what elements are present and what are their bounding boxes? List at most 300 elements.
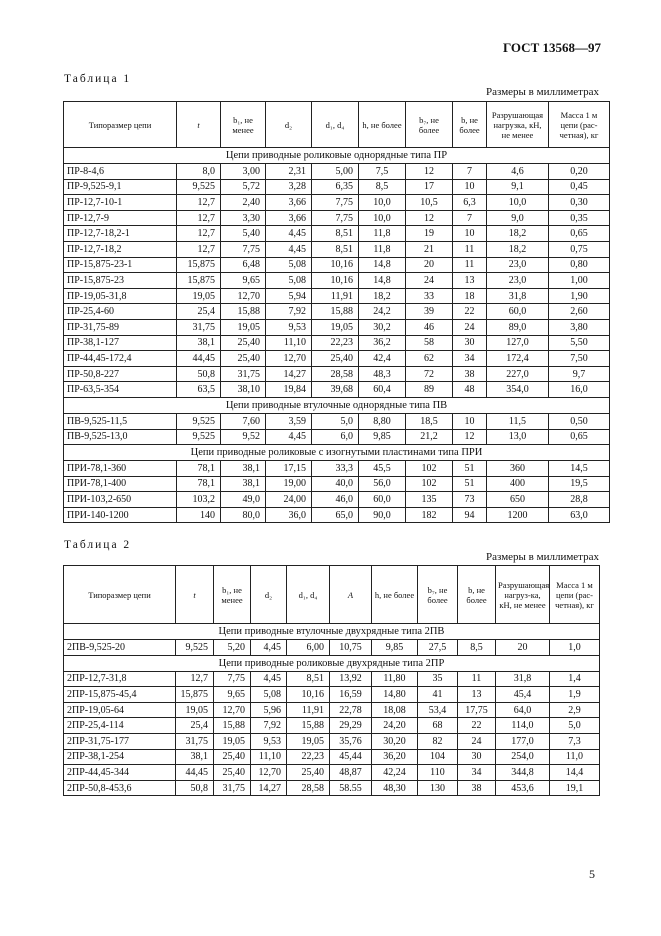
value-cell: 0,65 bbox=[549, 429, 610, 445]
value-cell: 35 bbox=[418, 671, 458, 687]
value-cell: 42,4 bbox=[359, 351, 406, 367]
chain-size-cell: ПРИ-103,2-650 bbox=[64, 492, 177, 508]
value-cell: 110 bbox=[418, 765, 458, 781]
value-cell: 18,5 bbox=[406, 413, 453, 429]
value-cell: 1,90 bbox=[549, 288, 610, 304]
table2-body bbox=[64, 624, 600, 796]
value-cell: 3,66 bbox=[266, 195, 312, 211]
chain-size-cell: ПВ-9,525-11,5 bbox=[64, 413, 177, 429]
value-cell: 453,6 bbox=[496, 780, 550, 796]
chain-size-cell: ПР-44,45-172,4 bbox=[64, 351, 177, 367]
value-cell: 18,2 bbox=[359, 288, 406, 304]
value-cell: 8,51 bbox=[312, 241, 359, 257]
value-cell: 5,08 bbox=[266, 257, 312, 273]
value-cell: 51 bbox=[453, 461, 487, 477]
value-cell: 48,30 bbox=[372, 780, 418, 796]
table-row bbox=[64, 179, 610, 195]
value-cell: 8,51 bbox=[287, 671, 330, 687]
value-cell: 31,8 bbox=[496, 671, 550, 687]
value-cell: 50,8 bbox=[177, 366, 221, 382]
value-cell: 78,1 bbox=[177, 476, 221, 492]
value-cell: 38,1 bbox=[176, 749, 214, 765]
value-cell: 6,3 bbox=[453, 195, 487, 211]
value-cell: 12,70 bbox=[214, 702, 251, 718]
value-cell: 41 bbox=[418, 687, 458, 703]
table-row bbox=[64, 640, 600, 656]
section-title-row bbox=[64, 445, 610, 461]
table1-header-row bbox=[64, 102, 610, 148]
value-cell: 227,0 bbox=[487, 366, 549, 382]
value-cell: 10,16 bbox=[312, 273, 359, 289]
value-cell: 33 bbox=[406, 288, 453, 304]
value-cell: 22,23 bbox=[312, 335, 359, 351]
chain-size-cell: ПВ-9,525-13,0 bbox=[64, 429, 177, 445]
column-header: h, не более bbox=[372, 566, 418, 624]
table-row bbox=[64, 195, 610, 211]
value-cell: 44,45 bbox=[177, 351, 221, 367]
value-cell: 24 bbox=[453, 319, 487, 335]
value-cell: 5,00 bbox=[312, 164, 359, 180]
value-cell: 36,2 bbox=[359, 335, 406, 351]
table-row bbox=[64, 507, 610, 523]
value-cell: 5,0 bbox=[312, 413, 359, 429]
value-cell: 127,0 bbox=[487, 335, 549, 351]
value-cell: 7,75 bbox=[221, 241, 266, 257]
value-cell: 53,4 bbox=[418, 702, 458, 718]
value-cell: 63,0 bbox=[549, 507, 610, 523]
value-cell: 62 bbox=[406, 351, 453, 367]
value-cell: 31,75 bbox=[177, 319, 221, 335]
section-title-row bbox=[64, 655, 600, 671]
value-cell: 19,5 bbox=[549, 476, 610, 492]
value-cell: 48 bbox=[453, 382, 487, 398]
value-cell: 20 bbox=[406, 257, 453, 273]
value-cell: 13,0 bbox=[487, 429, 549, 445]
value-cell: 102 bbox=[406, 461, 453, 477]
value-cell: 23,0 bbox=[487, 257, 549, 273]
value-cell: 31,75 bbox=[214, 780, 251, 796]
chain-size-cell: ПР-12,7-18,2 bbox=[64, 241, 177, 257]
value-cell: 25,4 bbox=[176, 718, 214, 734]
value-cell: 172,4 bbox=[487, 351, 549, 367]
chain-size-cell: ПР-50,8-227 bbox=[64, 366, 177, 382]
value-cell: 5,50 bbox=[549, 335, 610, 351]
value-cell: 2,40 bbox=[221, 195, 266, 211]
value-cell: 19,05 bbox=[287, 733, 330, 749]
table-row bbox=[64, 492, 610, 508]
value-cell: 58.55 bbox=[330, 780, 372, 796]
column-header: Масса 1 м цепи (рас-четная), кг bbox=[550, 566, 600, 624]
section-title-row bbox=[64, 148, 610, 164]
value-cell: 28,8 bbox=[549, 492, 610, 508]
value-cell: 4,45 bbox=[251, 640, 287, 656]
value-cell: 4,45 bbox=[266, 241, 312, 257]
value-cell: 0,80 bbox=[549, 257, 610, 273]
value-cell: 21,2 bbox=[406, 429, 453, 445]
value-cell: 9,65 bbox=[214, 687, 251, 703]
value-cell: 13 bbox=[453, 273, 487, 289]
value-cell: 10 bbox=[453, 226, 487, 242]
value-cell: 15,875 bbox=[177, 273, 221, 289]
value-cell: 64,0 bbox=[496, 702, 550, 718]
gost-header: ГОСТ 13568—97 bbox=[502, 40, 601, 55]
value-cell: 78,1 bbox=[177, 461, 221, 477]
value-cell: 11,91 bbox=[312, 288, 359, 304]
value-cell: 38,10 bbox=[221, 382, 266, 398]
value-cell: 114,0 bbox=[496, 718, 550, 734]
value-cell: 17 bbox=[406, 179, 453, 195]
value-cell: 135 bbox=[406, 492, 453, 508]
table2-caption: Таблица 2 bbox=[64, 539, 132, 551]
value-cell: 73 bbox=[453, 492, 487, 508]
table-row bbox=[64, 351, 610, 367]
value-cell: 5,0 bbox=[550, 718, 600, 734]
value-cell: 28,58 bbox=[312, 366, 359, 382]
value-cell: 6,48 bbox=[221, 257, 266, 273]
value-cell: 11,0 bbox=[550, 749, 600, 765]
value-cell: 25,40 bbox=[214, 749, 251, 765]
value-cell: 14,27 bbox=[266, 366, 312, 382]
chain-size-cell: 2ПР-19,05-64 bbox=[64, 702, 176, 718]
value-cell: 20 bbox=[496, 640, 550, 656]
value-cell: 22 bbox=[453, 304, 487, 320]
value-cell: 7,92 bbox=[266, 304, 312, 320]
table-row bbox=[64, 733, 600, 749]
value-cell: 30 bbox=[453, 335, 487, 351]
value-cell: 14,4 bbox=[550, 765, 600, 781]
value-cell: 12,7 bbox=[176, 671, 214, 687]
value-cell: 45,5 bbox=[359, 461, 406, 477]
value-cell: 42,24 bbox=[372, 765, 418, 781]
value-cell: 11,10 bbox=[251, 749, 287, 765]
table-row bbox=[64, 226, 610, 242]
table-row bbox=[64, 366, 610, 382]
column-header: Разрушающая нагрузка, кН, не менее bbox=[487, 102, 549, 148]
value-cell: 9,85 bbox=[372, 640, 418, 656]
section-title: Цепи приводные втулочные двухрядные типа 2ПВ bbox=[64, 624, 600, 640]
value-cell: 3,00 bbox=[221, 164, 266, 180]
chain-size-cell: 2ПР-15,875-45,4 bbox=[64, 687, 176, 703]
value-cell: 60,0 bbox=[359, 492, 406, 508]
table-row bbox=[64, 765, 600, 781]
value-cell: 9,53 bbox=[251, 733, 287, 749]
value-cell: 17,15 bbox=[266, 461, 312, 477]
value-cell: 21 bbox=[406, 241, 453, 257]
table1-body bbox=[64, 148, 610, 523]
chain-size-cell: 2ПР-12,7-31,8 bbox=[64, 671, 176, 687]
value-cell: 5,94 bbox=[266, 288, 312, 304]
column-header: h, не более bbox=[359, 102, 406, 148]
value-cell: 48,3 bbox=[359, 366, 406, 382]
value-cell: 19,05 bbox=[176, 702, 214, 718]
value-cell: 15,875 bbox=[177, 257, 221, 273]
value-cell: 48,87 bbox=[330, 765, 372, 781]
table-row bbox=[64, 382, 610, 398]
value-cell: 51 bbox=[453, 476, 487, 492]
chain-size-cell: 2ПР-44,45-344 bbox=[64, 765, 176, 781]
value-cell: 11,91 bbox=[287, 702, 330, 718]
table-row bbox=[64, 319, 610, 335]
value-cell: 28,58 bbox=[287, 780, 330, 796]
value-cell: 12,70 bbox=[251, 765, 287, 781]
table-row bbox=[64, 671, 600, 687]
table-row bbox=[64, 288, 610, 304]
value-cell: 11 bbox=[453, 241, 487, 257]
value-cell: 19,05 bbox=[214, 733, 251, 749]
value-cell: 182 bbox=[406, 507, 453, 523]
value-cell: 4,45 bbox=[266, 429, 312, 445]
value-cell: 25,4 bbox=[177, 304, 221, 320]
value-cell: 89,0 bbox=[487, 319, 549, 335]
value-cell: 56,0 bbox=[359, 476, 406, 492]
column-header: b₁, не менее bbox=[214, 566, 251, 624]
table-row bbox=[64, 749, 600, 765]
value-cell: 18,2 bbox=[487, 226, 549, 242]
value-cell: 12,7 bbox=[177, 210, 221, 226]
value-cell: 0,50 bbox=[549, 413, 610, 429]
table-row bbox=[64, 413, 610, 429]
value-cell: 5,08 bbox=[251, 687, 287, 703]
value-cell: 10,16 bbox=[312, 257, 359, 273]
value-cell: 8,80 bbox=[359, 413, 406, 429]
value-cell: 0,45 bbox=[549, 179, 610, 195]
value-cell: 33,3 bbox=[312, 461, 359, 477]
value-cell: 13,92 bbox=[330, 671, 372, 687]
value-cell: 7 bbox=[453, 164, 487, 180]
value-cell: 8,5 bbox=[359, 179, 406, 195]
value-cell: 344,8 bbox=[496, 765, 550, 781]
value-cell: 49,0 bbox=[221, 492, 266, 508]
value-cell: 10 bbox=[453, 413, 487, 429]
chain-size-cell: 2ПВ-9,525-20 bbox=[64, 640, 176, 656]
value-cell: 10,0 bbox=[487, 195, 549, 211]
value-cell: 10 bbox=[453, 179, 487, 195]
value-cell: 29,29 bbox=[330, 718, 372, 734]
value-cell: 11,5 bbox=[487, 413, 549, 429]
value-cell: 25,40 bbox=[214, 765, 251, 781]
value-cell: 46 bbox=[406, 319, 453, 335]
value-cell: 15,88 bbox=[287, 718, 330, 734]
value-cell: 25,40 bbox=[287, 765, 330, 781]
value-cell: 15,88 bbox=[214, 718, 251, 734]
value-cell: 22,23 bbox=[287, 749, 330, 765]
chain-size-cell: 2ПР-38,1-254 bbox=[64, 749, 176, 765]
section-title: Цепи приводные роликовые однорядные типа ПР bbox=[64, 148, 610, 164]
value-cell: 12,7 bbox=[177, 195, 221, 211]
table2-header-row bbox=[64, 566, 600, 624]
section-title: Цепи приводные втулочные однорядные типа ПВ bbox=[64, 397, 610, 413]
value-cell: 6,00 bbox=[287, 640, 330, 656]
value-cell: 14,8 bbox=[359, 273, 406, 289]
value-cell: 34 bbox=[458, 765, 496, 781]
value-cell: 12,70 bbox=[221, 288, 266, 304]
column-header: d₂ bbox=[251, 566, 287, 624]
value-cell: 94 bbox=[453, 507, 487, 523]
value-cell: 14,5 bbox=[549, 461, 610, 477]
value-cell: 39 bbox=[406, 304, 453, 320]
value-cell: 38 bbox=[458, 780, 496, 796]
value-cell: 7,50 bbox=[549, 351, 610, 367]
chain-size-cell: ПР-15,875-23 bbox=[64, 273, 177, 289]
value-cell: 9,7 bbox=[549, 366, 610, 382]
value-cell: 63,5 bbox=[177, 382, 221, 398]
value-cell: 10,16 bbox=[287, 687, 330, 703]
table1 bbox=[63, 101, 610, 523]
value-cell: 60,4 bbox=[359, 382, 406, 398]
value-cell: 13 bbox=[458, 687, 496, 703]
value-cell: 58 bbox=[406, 335, 453, 351]
column-header: b, не более bbox=[453, 102, 487, 148]
value-cell: 14,80 bbox=[372, 687, 418, 703]
value-cell: 12,70 bbox=[266, 351, 312, 367]
value-cell: 354,0 bbox=[487, 382, 549, 398]
value-cell: 2,9 bbox=[550, 702, 600, 718]
value-cell: 18,2 bbox=[487, 241, 549, 257]
column-header: b, не более bbox=[458, 566, 496, 624]
chain-size-cell: ПР-15,875-23-1 bbox=[64, 257, 177, 273]
value-cell: 19,00 bbox=[266, 476, 312, 492]
value-cell: 10,0 bbox=[359, 195, 406, 211]
value-cell: 11 bbox=[453, 257, 487, 273]
table-row bbox=[64, 164, 610, 180]
value-cell: 25,40 bbox=[312, 351, 359, 367]
table1-caption: Таблица 1 bbox=[64, 73, 132, 85]
value-cell: 35,76 bbox=[330, 733, 372, 749]
value-cell: 44,45 bbox=[176, 765, 214, 781]
value-cell: 9,525 bbox=[176, 640, 214, 656]
value-cell: 24 bbox=[458, 733, 496, 749]
value-cell: 11,8 bbox=[359, 241, 406, 257]
value-cell: 14,8 bbox=[359, 257, 406, 273]
column-header: b₇, не более bbox=[406, 102, 453, 148]
value-cell: 4,6 bbox=[487, 164, 549, 180]
value-cell: 12 bbox=[406, 164, 453, 180]
value-cell: 3,80 bbox=[549, 319, 610, 335]
value-cell: 38 bbox=[453, 366, 487, 382]
value-cell: 7,5 bbox=[359, 164, 406, 180]
value-cell: 45,4 bbox=[496, 687, 550, 703]
value-cell: 90,0 bbox=[359, 507, 406, 523]
value-cell: 8,5 bbox=[458, 640, 496, 656]
value-cell: 7,60 bbox=[221, 413, 266, 429]
table-row bbox=[64, 335, 610, 351]
chain-size-cell: ПР-63,5-354 bbox=[64, 382, 177, 398]
column-header: d₁, d₄ bbox=[287, 566, 330, 624]
value-cell: 12 bbox=[453, 429, 487, 445]
value-cell: 7 bbox=[453, 210, 487, 226]
column-header: Разрушающая нагруз-ка, кН, не менее bbox=[496, 566, 550, 624]
value-cell: 1200 bbox=[487, 507, 549, 523]
chain-size-cell: ПР-31,75-89 bbox=[64, 319, 177, 335]
column-header: b₁, не менее bbox=[221, 102, 266, 148]
value-cell: 12 bbox=[406, 210, 453, 226]
value-cell: 130 bbox=[418, 780, 458, 796]
value-cell: 650 bbox=[487, 492, 549, 508]
value-cell: 38,1 bbox=[221, 461, 266, 477]
value-cell: 0,35 bbox=[549, 210, 610, 226]
value-cell: 30,20 bbox=[372, 733, 418, 749]
value-cell: 15,875 bbox=[176, 687, 214, 703]
value-cell: 7,75 bbox=[312, 210, 359, 226]
value-cell: 0,65 bbox=[549, 226, 610, 242]
value-cell: 10,0 bbox=[359, 210, 406, 226]
value-cell: 5,20 bbox=[214, 640, 251, 656]
value-cell: 30,2 bbox=[359, 319, 406, 335]
value-cell: 7,75 bbox=[214, 671, 251, 687]
value-cell: 24,00 bbox=[266, 492, 312, 508]
value-cell: 6,35 bbox=[312, 179, 359, 195]
value-cell: 17,75 bbox=[458, 702, 496, 718]
value-cell: 30 bbox=[458, 749, 496, 765]
value-cell: 24 bbox=[406, 273, 453, 289]
value-cell: 6,0 bbox=[312, 429, 359, 445]
section-title: Цепи приводные роликовые с изогнутыми пластинами типа ПРИ bbox=[64, 445, 610, 461]
value-cell: 9,525 bbox=[177, 429, 221, 445]
value-cell: 34 bbox=[453, 351, 487, 367]
chain-size-cell: ПР-12,7-18,2-1 bbox=[64, 226, 177, 242]
column-header: t bbox=[176, 566, 214, 624]
value-cell: 19 bbox=[406, 226, 453, 242]
value-cell: 103,2 bbox=[177, 492, 221, 508]
value-cell: 31,75 bbox=[176, 733, 214, 749]
value-cell: 4,45 bbox=[251, 671, 287, 687]
value-cell: 4,45 bbox=[266, 226, 312, 242]
column-header: Типоразмер цепи bbox=[64, 566, 176, 624]
value-cell: 25,40 bbox=[221, 351, 266, 367]
value-cell: 9,85 bbox=[359, 429, 406, 445]
chain-size-cell: ПР-38,1-127 bbox=[64, 335, 177, 351]
table-row bbox=[64, 257, 610, 273]
value-cell: 36,20 bbox=[372, 749, 418, 765]
value-cell: 45,44 bbox=[330, 749, 372, 765]
value-cell: 36,0 bbox=[266, 507, 312, 523]
value-cell: 10,5 bbox=[406, 195, 453, 211]
value-cell: 140 bbox=[177, 507, 221, 523]
value-cell: 0,30 bbox=[549, 195, 610, 211]
chain-size-cell: ПР-19,05-31,8 bbox=[64, 288, 177, 304]
section-title-row bbox=[64, 397, 610, 413]
value-cell: 3,30 bbox=[221, 210, 266, 226]
chain-size-cell: ПР-12,7-9 bbox=[64, 210, 177, 226]
value-cell: 11,8 bbox=[359, 226, 406, 242]
value-cell: 23,0 bbox=[487, 273, 549, 289]
value-cell: 177,0 bbox=[496, 733, 550, 749]
value-cell: 12,7 bbox=[177, 226, 221, 242]
value-cell: 80,0 bbox=[221, 507, 266, 523]
section-title: Цепи приводные роликовые двухрядные типа 2ПР bbox=[64, 655, 600, 671]
value-cell: 38,1 bbox=[221, 476, 266, 492]
value-cell: 8,0 bbox=[177, 164, 221, 180]
value-cell: 360 bbox=[487, 461, 549, 477]
value-cell: 9,525 bbox=[177, 179, 221, 195]
value-cell: 3,66 bbox=[266, 210, 312, 226]
value-cell: 5,40 bbox=[221, 226, 266, 242]
value-cell: 15,88 bbox=[221, 304, 266, 320]
value-cell: 10,75 bbox=[330, 640, 372, 656]
value-cell: 1,9 bbox=[550, 687, 600, 703]
column-header: Типоразмер цепи bbox=[64, 102, 177, 148]
value-cell: 1,00 bbox=[549, 273, 610, 289]
column-header: d₂ bbox=[266, 102, 312, 148]
chain-size-cell: 2ПР-31,75-177 bbox=[64, 733, 176, 749]
value-cell: 11,80 bbox=[372, 671, 418, 687]
table-row bbox=[64, 476, 610, 492]
table2 bbox=[63, 565, 600, 796]
page-number: 5 bbox=[589, 867, 595, 881]
value-cell: 72 bbox=[406, 366, 453, 382]
value-cell: 9,525 bbox=[177, 413, 221, 429]
value-cell: 19,05 bbox=[312, 319, 359, 335]
